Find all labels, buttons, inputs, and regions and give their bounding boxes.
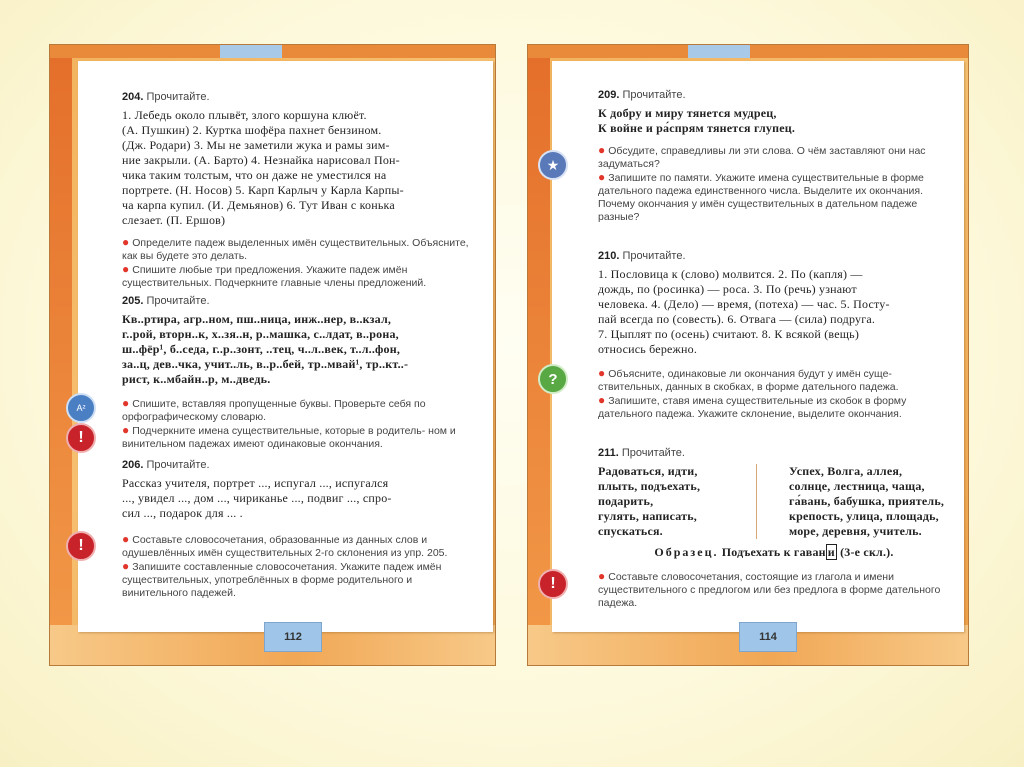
text-line: портрете. (Н. Носов) 5. Карп Карлыч у Карла Карпы- [122, 183, 404, 197]
bullet-icon: ● [598, 569, 606, 583]
exercise-number: 211. [598, 447, 619, 459]
discussion-star-icon: ★ [538, 150, 568, 180]
text-line: чика таким толстым, что он даже не уместился на [122, 168, 387, 182]
task-list [598, 144, 950, 224]
text-line: солнце, лестница, чаща, [789, 479, 925, 493]
exercise-instruction: Прочитайте. [621, 447, 685, 459]
right-page [552, 61, 964, 632]
task-item: ● Спишите, вставляя пропущенные буквы. Проверьте себя по орфографическому словарю. [122, 396, 426, 423]
bullet-icon: ● [122, 423, 130, 437]
text-line: ..., увидел ..., дом ..., чириканье ..., подвиг ..., спро- [122, 491, 392, 505]
attention-icon: ! [538, 569, 568, 599]
text-line: г..рой, вторн..к, х..зя..н, р..машка, с..лдат, в..рона, [122, 327, 399, 341]
frame-side [50, 58, 72, 665]
bullet-icon: ● [598, 143, 606, 157]
attention-icon: ! [66, 531, 96, 561]
bullet-icon: ● [598, 170, 606, 184]
task-list [598, 367, 950, 421]
exercise-209 [598, 89, 950, 224]
sample-label: Образец. [654, 545, 719, 559]
task-item: ● Запишите, ставя имена существительные из скобок в форму дательного падежа. Укажите склонение, выделите окончания. [598, 393, 907, 420]
left-page [78, 61, 493, 632]
text-line: пай всегда по (совесть). 6. Отвага — (сила) подруга. [598, 312, 876, 326]
text-line: сил ..., подарок для ... . [122, 506, 243, 520]
text-line: дождь, по (росинка) — роса. 3. По (речь) узнают [598, 282, 857, 296]
task-item: ● Спишите любые три предложения. Укажите падеж имён существительных. Подчеркните главные члены предложений. [122, 262, 427, 289]
exercise-instruction: Прочитайте. [146, 295, 210, 307]
sample-line [598, 545, 950, 560]
text-line: за..ц, дев..чка, учит..ль, в..р..бей, тр..мвай¹, тр..кт..- [122, 357, 409, 371]
task-list [122, 397, 475, 451]
bullet-icon: ● [598, 393, 606, 407]
task-item: ● Составьте словосочетания, образованные из данных слов и одушевлённых имён существительных 2-го склонения из упр. 205. [122, 532, 448, 559]
exercise-number: 204. [122, 91, 144, 103]
attention-icon: ! [66, 423, 96, 453]
task-item: ● Подчеркните имена существительные, которые в родитель- ном и винительном падежах имеют одинаковые окончания. [122, 423, 456, 450]
exercise-number: 210. [598, 250, 620, 262]
exercise-211 [598, 447, 950, 610]
task-item: ● Составьте словосочетания, состоящие из глагола и имени существительного с предлогом или без предлога в форме дательного падежа. [598, 569, 941, 609]
task-list [598, 570, 950, 610]
exercise-instruction: Прочитайте. [146, 91, 210, 103]
exercise-instruction: Прочитайте. [622, 89, 686, 101]
bullet-icon: ● [598, 366, 606, 380]
exercise-number: 209. [598, 89, 620, 101]
text-line: подарить, [598, 494, 654, 508]
text-line: ние закрыли. (А. Барто) 4. Незнайка нарисовал Пон- [122, 153, 400, 167]
exercise-number: 206. [122, 459, 144, 471]
task-item: ● Обсудите, справедливы ли эти слова. О чём заставляют они нас задуматься? [598, 143, 926, 170]
sample-note: (3-е скл.). [840, 545, 894, 559]
sample-ending: и [827, 545, 835, 559]
exercise-number: 205. [122, 295, 144, 307]
page-number: 114 [739, 622, 797, 652]
exercise-instruction: Прочитайте. [146, 459, 210, 471]
exercise-text [598, 267, 950, 357]
text-line: 1. Пословица к (слово) молвится. 2. По (капля) — [598, 267, 863, 281]
task-item: ● Определите падеж выделенных имён существительных. Объясните, как вы будете это делать. [122, 235, 469, 262]
word-columns [598, 464, 950, 539]
text-line: 1. Лебедь около плывёт, злого коршуна клюёт. [122, 108, 367, 122]
text-line: К войне и ра́спрям тянется глупец. [598, 121, 796, 135]
task-item: ● Запишите составленные словосочетания. Укажите падеж имён существительных, употреблённых в форме родительного и винительного падежей. [122, 559, 442, 599]
exercise-text [122, 108, 475, 228]
text-line: Рассказ учителя, портрет ..., испугал ..., испугался [122, 476, 389, 490]
bullet-icon: ● [122, 262, 130, 276]
text-line: Кв..ртира, агр..ном, пш..ница, инж..нер, в..кзал, [122, 312, 392, 326]
text-line: Радоваться, идти, [598, 464, 698, 478]
task-item: ● Запишите по памяти. Укажите имена существительные в форме дательного падежа единственного числа. Выделите их окончания. Почему окончания у имён существительных в дательном падеже разные? [598, 170, 924, 223]
task-list [122, 236, 475, 290]
text-line: К добру и миру тянется мудрец, [598, 106, 777, 120]
exercise-text [598, 106, 950, 136]
exercise-instruction: Прочитайте. [622, 250, 686, 262]
bullet-icon: ● [122, 532, 130, 546]
text-line: спускаться. [598, 524, 663, 538]
text-line: человека. 4. (Дело) — время, (потеха) — час. 5. Посту- [598, 297, 890, 311]
page-number: 112 [264, 622, 322, 652]
task-item: ● Объясните, одинаковые ли окончания будут у имён суще- ствительных, данных в скобках, в форме дательного падежа. [598, 366, 899, 393]
sample-text: Подъехать к гаван [721, 545, 826, 559]
exercise-text [122, 312, 475, 387]
bullet-icon: ● [122, 559, 130, 573]
frame-tab [688, 45, 750, 58]
text-line: плыть, подъехать, [598, 479, 701, 493]
task-list [122, 533, 475, 600]
nouns-column [757, 464, 944, 539]
text-line: ча карпа купил. (И. Демьянов) 6. Тут Иван с конька [122, 198, 395, 212]
text-line: рист, к..мбайн..р, м..дведь. [122, 372, 271, 386]
text-line: относись бережно. [598, 342, 698, 356]
text-line: слезает. (П. Ершов) [122, 213, 226, 227]
text-line: га́вань, бабушка, приятель, [789, 494, 945, 508]
question-icon: ? [538, 364, 568, 394]
text-line: (Дж. Родари) 3. Мы не заметили жука и рамы зим- [122, 138, 390, 152]
bullet-icon: ● [122, 235, 130, 249]
exercise-210 [598, 250, 950, 421]
text-line: (А. Пушкин) 2. Куртка шофёра пахнет бензином. [122, 123, 382, 137]
bullet-icon: ● [122, 396, 130, 410]
text-line: ш..фёр¹, б..седа, г..р..зонт, ..тец, ч..л..век, т..л..фон, [122, 342, 401, 356]
text-line: море, деревня, учитель. [789, 524, 922, 538]
exercise-text [122, 476, 475, 521]
verbs-column [598, 464, 757, 539]
exercise-206 [122, 459, 475, 600]
frame-tab [220, 45, 282, 58]
text-line: Успех, Волга, аллея, [789, 464, 903, 478]
text-line: 7. Цыплят по (осень) считают. 8. К всякой (вещь) [598, 327, 860, 341]
dictionary-icon: A² [66, 393, 96, 423]
exercise-204 [122, 91, 475, 290]
text-line: крепость, улица, площадь, [789, 509, 939, 523]
exercise-205 [122, 295, 475, 451]
text-line: гулять, написать, [598, 509, 698, 523]
